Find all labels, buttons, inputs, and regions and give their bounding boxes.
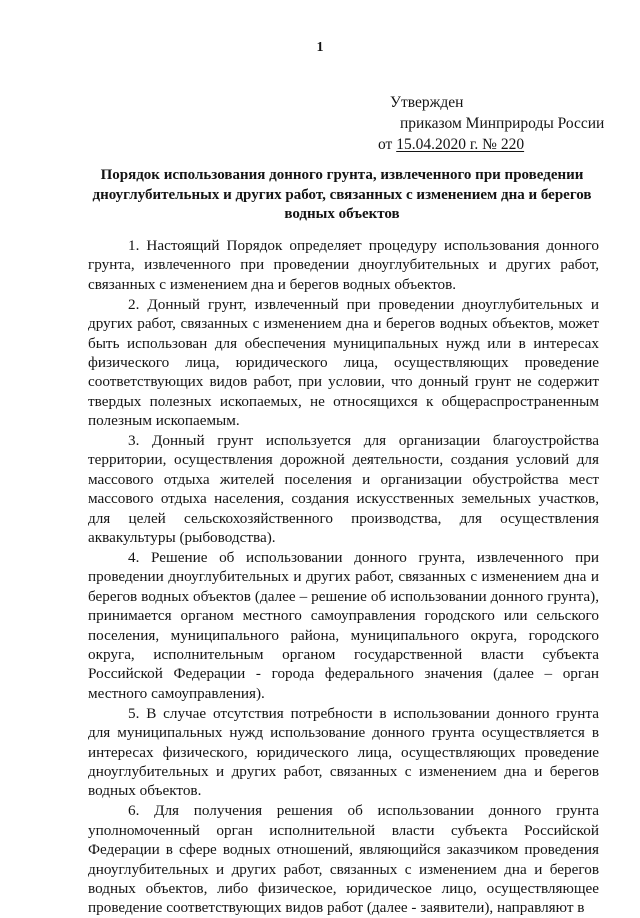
approval-line-date — [378, 134, 604, 155]
paragraph-6: 6. Для получения решения об использовании донного грунта уполномоченный орган исполнительной власти субъекта Российской Федерации в сфере водных отношений, являющийся заказчиком проведения дноуглубительных и других работ, связанных с изменением дна и берегов водных объектов, либо физическое, юридическое лицо, осуществляющее проведение соответствующих видов работ (далее - заявители), направляют в — [88, 802, 599, 917]
page-number: 1 — [316, 40, 324, 55]
approval-line-order: приказом Минприроды России — [400, 115, 605, 132]
document-title: Порядок использования донного грунта, извлеченного при проведении дноуглубительных и других работ, связанных с изменением дна и берегов водных объектов — [92, 167, 592, 222]
paragraph-4: 4. Решение об использовании донного грунта, извлеченного при проведении дноуглубительных и других работ, связанных с изменением дна и берегов водных объектов (далее – решение об использовании донного грунта), принимается органом местного самоуправления городского или сельского поселения, муниципального района, муниципального округа, городского округа, исполнительным органом государственной власти субъекта Российской Федерации - города федерального значения (далее – орган местного самоуправления). — [88, 549, 599, 702]
approval-date-number: 15.04.2020 г. № 220 — [396, 136, 525, 153]
approval-stamp — [378, 92, 604, 155]
paragraph-3: 3. Донный грунт используется для организации благоустройства территории, осуществления дорожной деятельности, создания условий для массового отдыха жителей поселения и организации обустройства мест массового отдыха населения, создания искусственных земельных участков, для целей сельскохозяйственного производства, для осуществления аквакультуры (рыбоводства). — [88, 432, 599, 547]
approval-date-prefix: от — [378, 136, 397, 153]
document-body — [88, 236, 599, 918]
paragraph-1: 1. Настоящий Порядок определяет процедуру использования донного грунта, извлеченного при проведении дноуглубительных и других работ, связанных с изменением дна и берегов водных объектов. — [88, 237, 599, 293]
paragraph-2: 2. Донный грунт, извлеченный при проведении дноуглубительных и других работ, связанных с изменением дна и берегов водных объектов, может быть использован для обеспечения муниципальных нужд или в интересах физического лица, юридического лица, осуществляющих проведение соответствующих видов работ, при условии, что донный грунт не содержит твердых полезных ископаемых, не относящихся к общераспространенным полезным ископаемым. — [88, 295, 599, 430]
approval-line-approved: Утвержден — [390, 94, 464, 111]
paragraph-5: 5. В случае отсутствия потребности в использовании донного грунта для муниципальных нужд использование донного грунта осуществляется в интересах физического, юридического лица, осуществляющих проведение дноуглубительных и других работ, связанных с изменением дна и берегов водных объектов. — [88, 704, 599, 800]
